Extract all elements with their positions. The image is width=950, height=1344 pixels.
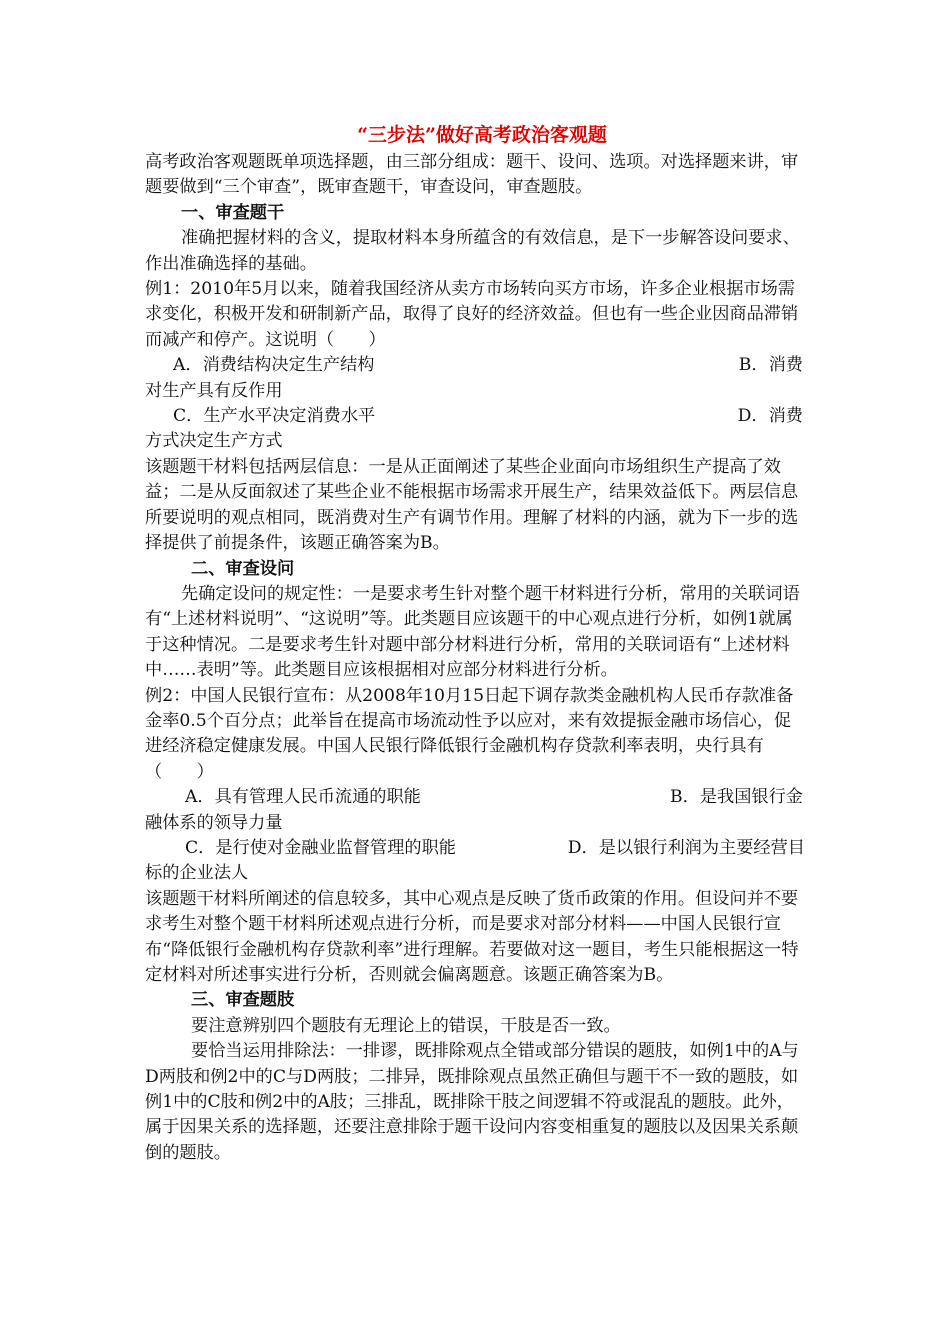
example1-option-b-head: B．消费 <box>738 355 803 376</box>
example1-option-row-ab <box>145 353 805 378</box>
section3-paragraph-2: 要恰当运用排除法：一排谬，既排除观点全错或部分错误的题肢，如例1中的A与D两肢和例2中的C与D两肢；二排异，既排除观点虽然正确但与题干不一致的题肢，如例1中的C肢和例2中的A肢；三排乱，既排除干肢之间逻辑不符或混乱的题肢。此外，属于因果关系的选择题，还要注意排除于题干设问内容变相重复的题肢以及因果关系颠倒的题肢。 <box>145 1041 799 1163</box>
example2-option-b-head: B．是我国银行金 <box>670 787 803 808</box>
example1-analysis: 该题题干材料包括两层信息：一是从正面阐述了某些企业面向市场组织生产提高了效益；二是从反面叙述了某些企业不能根据市场需求开展生产，结果效益低下。两层信息所要说明的观点相同，既消费对生产有调节作用。理解了材料的内涵，就为下一步的选择提供了前提条件，该题正确答案为B。 <box>145 456 799 554</box>
document-title: “三步法”做好高考政治客观题 <box>357 124 607 146</box>
example2-option-b-tail: 融体系的领导力量 <box>145 812 283 833</box>
section3-heading: 三、审查题肢 <box>191 990 295 1011</box>
example2-option-row-ab <box>145 785 805 810</box>
example1-option-b-tail: 对生产具有反作用 <box>145 380 283 401</box>
example1-option-d-head: D．消费 <box>737 406 803 427</box>
section1-heading: 一、审查题干 <box>181 202 285 223</box>
example1-option-row-cd <box>145 404 805 429</box>
example1-option-c: C．生产水平决定消费水平 <box>173 406 376 427</box>
example2-option-row-cd <box>145 836 805 861</box>
section2-heading: 二、审查设问 <box>191 558 295 579</box>
example2-option-c: C．是行使对金融业监督管理的职能 <box>185 837 456 858</box>
intro-paragraph: 高考政治客观题既单项选择题，由三部分组成：题干、设问、选项。对选择题来讲，审题要做到“三个审查”，既审查题干，审查设问，审查题肢。 <box>145 152 799 198</box>
document-page <box>145 120 805 1166</box>
section3-paragraph-1: 要注意辨别四个题肢有无理论上的错误，干肢是否一致。 <box>191 1015 621 1036</box>
example1-question: 例1：2010年5月以来，随着我国经济从卖方市场转向买方市场，许多企业根据市场需求变化，积极开发和研制新产品，取得了良好的经济效益。但也有一些企业因商品滞销而减产和停产。这说明（ ） <box>145 279 799 350</box>
example1-option-a: A．消费结构决定生产结构 <box>173 355 375 376</box>
section1-paragraph: 准确把握材料的含义，提取材料本身所蕴含的有效信息，是下一步解答设问要求、作出准确选择的基础。 <box>145 228 800 274</box>
example2-option-d-head: D．是以银行利润为主要经营目 <box>567 837 805 858</box>
example2-option-a: A．具有管理人民币流通的职能 <box>185 787 421 808</box>
example2-analysis: 该题题干材料所阐述的信息较多，其中心观点是反映了货币政策的作用。但设问并不要求考生对整个题干材料所述观点进行分析，而是要求对部分材料——中国人民银行宣布“降低银行金融机构存贷款利率”进行理解。若要做对这一题目，考生只能根据这一特定材料对所述事实进行分析，否则就会偏离题意。该题正确答案为B。 <box>145 888 799 985</box>
example2-option-d-tail: 标的企业法人 <box>145 863 249 884</box>
example2-question: 例2：中国人民银行宣布：从2008年10月15日起下调存款类金融机构人民币存款准备金率0.5个百分点；此举旨在提高市场流动性予以应对，来有效提振金融市场信心，促进经济稳定健康发展。中国人民银行降低银行金融机构存贷款利率表明，央行具有（ ） <box>145 685 794 782</box>
example1-option-d-tail: 方式决定生产方式 <box>145 431 283 452</box>
section2-paragraph: 先确定设问的规定性：一是要求考生针对整个题干材料进行分析，常用的关联词语有“上述材料说明”、“这说明”等。此类题目应该题干的中心观点进行分析，如例1就属于这种情况。二是要求考生针对题中部分材料进行分析，常用的关联词语有“上述材料中……表明”等。此类题目应该根据相对应部分材料进行分析。 <box>145 583 800 681</box>
